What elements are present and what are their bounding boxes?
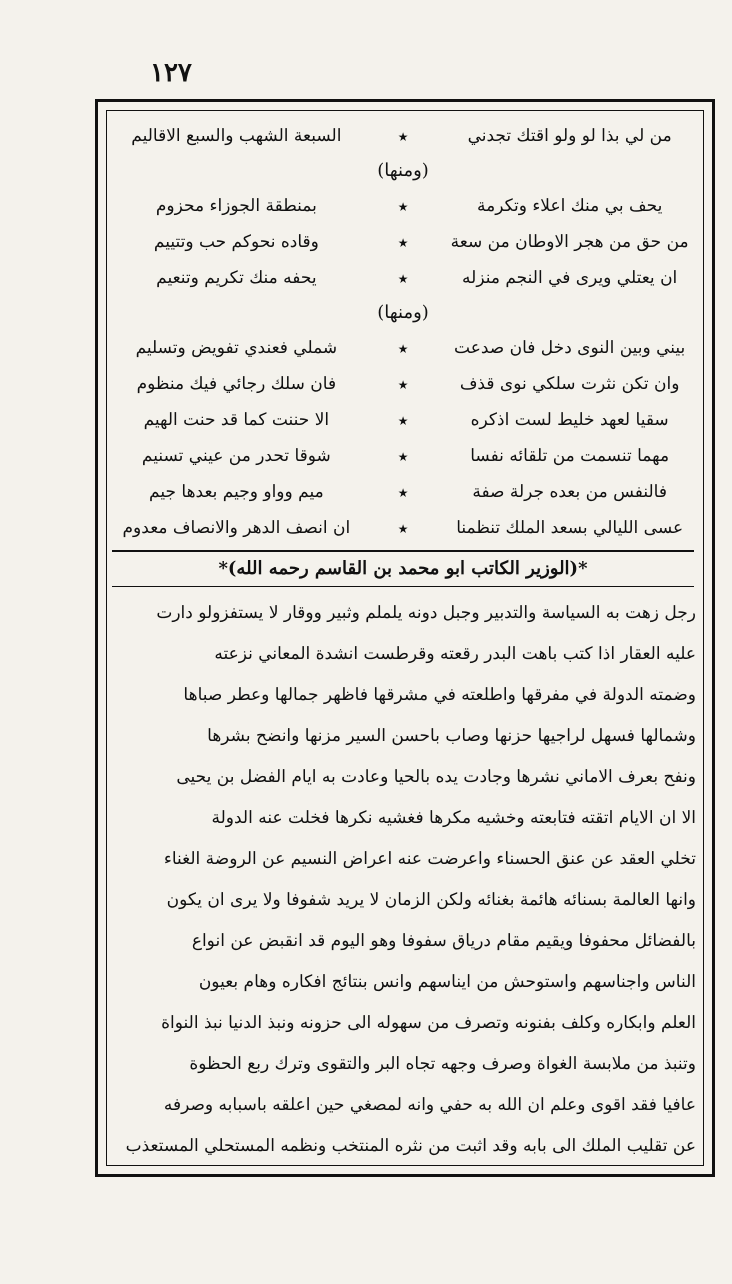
verse-left: وقاده نحوكم حب وتتييم [153,232,319,252]
verse-right: بيني وبين النوى دخل فان صدعت [454,338,686,358]
verse-left: يحفه منك تكريم وتنعيم [156,268,317,288]
verse-separator: ٭ [397,372,409,396]
section-heading: (ومنها) [377,160,429,181]
page-content [100,112,706,1167]
prose-line: العلم وابكاره وكلف بفنونه وتصرف من سهوله الى حزونه ونبذ الدنيا نبذ النواة [161,1013,696,1033]
verse-separator: ٭ [397,480,409,504]
prose-line: وضمته الدولة في مفرقها واطلعته في مشرقها فاظهر جمالها وعطر صباها [183,685,696,705]
section-heading: (ومنها) [377,302,429,323]
prose-line: الا ان الايام اتقته فتابعته وخشيه مكرها فغشيه نكرها فخلت عنه الدولة [211,808,696,828]
verse-right: مهما تنسمت من تلقائه نفسا [470,446,670,466]
verse-left: شملي فعندي تفويض وتسليم [135,338,338,358]
verse-right: من حق من هجر الاوطان من سعة [450,232,689,252]
section-divider [112,586,694,587]
verse-left: ميم وواو وجيم بعدها جيم [149,482,324,502]
page-number: ١٢٧ [150,58,192,88]
prose-line: ونفح بعرف الاماني نشرها وجادت يده بالحيا وعادت به ايام الفضل بن يحيى [176,767,696,787]
verse-line [100,224,706,260]
verse-right: فالنفس من بعده جرلة صفة [472,482,667,502]
verse-right: ان يعتلي ويرى في النجم منزله [462,268,678,288]
verse-line [100,366,706,402]
verse-line [100,438,706,474]
verse-left: ان انصف الدهر والانصاف معدوم [122,518,351,538]
verse-line [100,330,706,366]
verse-line [100,402,706,438]
verse-left: السبعة الشهب والسبع الاقاليم [131,126,342,146]
prose-line: وتنبذ من ملابسة الغواة وصرف وجهه تجاه البر والتقوى وترك ربع الحظوة [189,1054,696,1074]
verse-right: عسى الليالي بسعد الملك تنظمنا [456,518,684,538]
verse-separator: ٭ [397,266,409,290]
verse-right: وان تكن نثرت سلكي نوى قذف [459,374,680,394]
verse-left: بمنطقة الجوزاء محزوم [155,196,317,216]
verse-line [100,474,706,510]
verse-line [100,118,706,154]
prose-line: عليه العقار اذا كتب باهت البدر رقعته وقرطست انشدة المعاني نزعته [214,644,696,664]
prose-block [100,593,706,1167]
verse-left: شوقا تحدر من عيني تسنيم [141,446,331,466]
verse-line [100,260,706,296]
verse-separator: ٭ [397,444,409,468]
section-title: *(الوزير الكاتب ابو محمد بن القاسم رحمه الله)* [218,558,588,579]
prose-line: رجل زهت به السياسة والتدبير وجبل دونه يلملم وثبير ووقار لا يستفزولو دارت [156,603,696,623]
verse-separator: ٭ [397,124,409,148]
verse-right: من لي بذا لو ولو اقتك تجدني [467,126,672,146]
prose-line: الناس واجناسهم واستوحش من ايناسهم وانس بنتائج افكاره وهام بعيون [198,972,696,992]
verse-separator: ٭ [397,230,409,254]
prose-line: تخلي العقد عن عنق الحسناء واعرضت عنه اعراض النسيم عن الروضة الغناء [163,849,696,869]
verse-line [100,510,706,546]
verse-line [100,188,706,224]
prose-line: وانها العالمة بسنائه هائمة بغنائه ولكن الزمان لا يريد شفوفا ولا يرى ان يكون [166,890,696,910]
verse-separator: ٭ [397,408,409,432]
prose-line: عافيا فقد اقوى وعلم ان الله به حفي وانه لمصغي حين اعلقه باسبابه وصرفه [163,1095,696,1115]
verse-right: يحف بي منك اعلاء وتكرمة [476,196,663,216]
prose-line: بالفضائل محفوفا ويقيم مقام درياق سفوفا وهو اليوم قد انقبض عن انواع [191,931,696,951]
verse-left: فان سلك رجائي فيك منظوم [136,374,337,394]
verse-separator: ٭ [397,194,409,218]
verse-right: سقيا لعهد خليط لست اذكره [470,410,669,430]
verse-separator: ٭ [397,516,409,540]
verse-separator: ٭ [397,336,409,360]
prose-line: وشمالها فسهل لراجيها حزنها وصاب باحسن السير مزنها وانضح بشرها [207,726,696,746]
prose-line: عن تقليب الملك الى بابه وقد اثبت من نثره المنتخب ونظمه المستحلي المستعذب [125,1136,696,1156]
verse-left: الا حننت كما قد حنت الهيم [143,410,330,430]
